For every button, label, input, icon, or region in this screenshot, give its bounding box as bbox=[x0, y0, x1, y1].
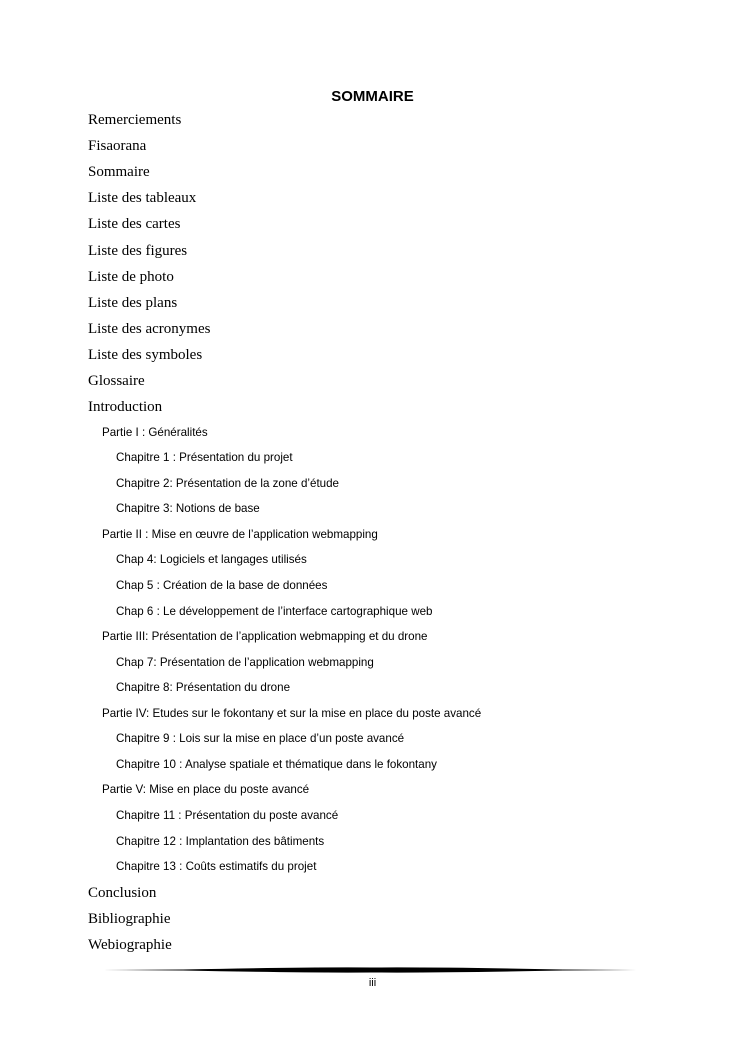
toc-item-liste-figures: Liste des figures bbox=[88, 243, 188, 259]
toc-item-chap-4: Chap 4: Logiciels et langages utilisés bbox=[116, 553, 307, 566]
toc-item-chapitre-1: Chapitre 1 : Présentation du projet bbox=[116, 451, 293, 464]
toc-item-glossaire: Glossaire bbox=[88, 373, 145, 389]
toc-item-sommaire: Sommaire bbox=[88, 164, 150, 180]
toc-item-introduction: Introduction bbox=[88, 399, 163, 415]
toc-item-liste-acronymes: Liste des acronymes bbox=[88, 321, 211, 337]
toc-item-partie-2: Partie II : Mise en œuvre de l’application webmapping bbox=[102, 528, 378, 541]
toc-item-liste-cartes: Liste des cartes bbox=[88, 216, 181, 232]
toc-item-chapitre-9: Chapitre 9 : Lois sur la mise en place d’un poste avancé bbox=[116, 732, 405, 745]
toc-item-liste-symboles: Liste des symboles bbox=[88, 347, 203, 363]
toc-item-chapitre-12: Chapitre 12 : Implantation des bâtiments bbox=[116, 835, 325, 848]
page-title: SOMMAIRE bbox=[331, 88, 414, 105]
toc-item-liste-tableaux: Liste des tableaux bbox=[88, 190, 197, 206]
page-number: iii bbox=[368, 977, 377, 989]
toc-item-conclusion: Conclusion bbox=[88, 885, 157, 901]
toc-item-liste-photo: Liste de photo bbox=[88, 269, 174, 285]
toc-item-liste-plans: Liste des plans bbox=[88, 295, 178, 311]
toc-item-partie-4: Partie IV: Etudes sur le fokontany et sur la mise en place du poste avancé bbox=[102, 707, 482, 720]
toc-item-chapitre-2: Chapitre 2: Présentation de la zone d’étude bbox=[116, 477, 340, 490]
toc-item-chapitre-13: Chapitre 13 : Coûts estimatifs du projet bbox=[116, 860, 317, 873]
toc-item-remerciements: Remerciements bbox=[88, 112, 182, 128]
toc-item-chap-5: Chap 5 : Création de la base de données bbox=[116, 579, 328, 592]
toc-item-chapitre-3: Chapitre 3: Notions de base bbox=[116, 502, 260, 515]
toc-item-partie-1: Partie I : Généralités bbox=[102, 426, 208, 439]
toc-item-partie-5: Partie V: Mise en place du poste avancé bbox=[102, 783, 310, 796]
toc-item-chapitre-8: Chapitre 8: Présentation du drone bbox=[116, 681, 291, 694]
footer-divider bbox=[103, 966, 641, 974]
toc-item-partie-3: Partie III: Présentation de l’application webmapping et du drone bbox=[102, 630, 428, 643]
toc-item-chap-6: Chap 6 : Le développement de l’interface cartographique web bbox=[116, 605, 433, 618]
toc-item-fisaorana: Fisaorana bbox=[88, 138, 147, 154]
toc-item-chapitre-11: Chapitre 11 : Présentation du poste avancé bbox=[116, 809, 339, 822]
toc-item-chapitre-10: Chapitre 10 : Analyse spatiale et thématique dans le fokontany bbox=[116, 758, 437, 771]
toc-item-bibliographie: Bibliographie bbox=[88, 911, 171, 927]
toc-item-chap-7: Chap 7: Présentation de l’application webmapping bbox=[116, 656, 374, 669]
toc-item-webiographie: Webiographie bbox=[88, 937, 172, 953]
